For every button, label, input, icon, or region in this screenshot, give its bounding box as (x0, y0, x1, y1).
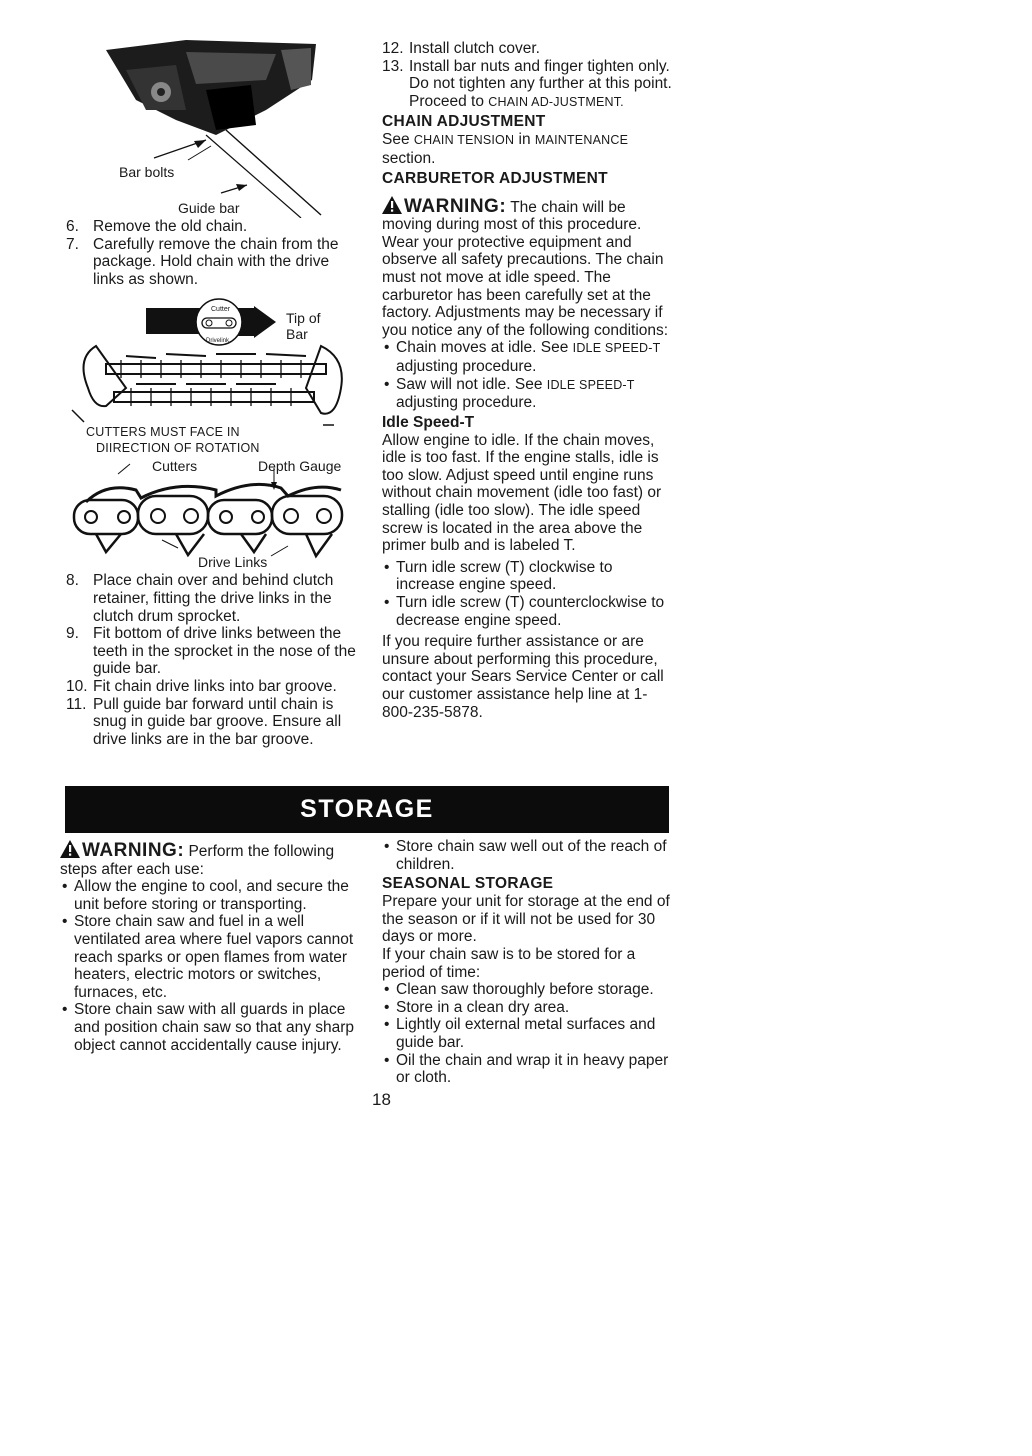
drive-links-label: Drive Links (198, 554, 268, 571)
step-number: 9. (66, 625, 79, 643)
chain-adjustment-text-part: section. (382, 149, 436, 167)
idle-speed-list (382, 559, 672, 629)
seasonal-storage-list (382, 981, 672, 1087)
step-text: Pull guide bar forward until chain is snug in guide bar groove. Ensure all drive links are in the bar groove. (93, 695, 342, 748)
seasonal-storage-heading: SEASONAL STORAGE (382, 875, 554, 893)
depth-gauge-label: Depth Gauge (258, 458, 342, 475)
storage-bullets-left (60, 878, 360, 1054)
seasonal-storage-text: Prepare your unit for storage at the end of the season or if it will not be used for 30 days or more. (382, 893, 670, 946)
list-item: • Lightly oil external metal surfaces and guide bar. (382, 1016, 672, 1051)
cutters-label: Cutters (152, 458, 198, 475)
warning-icon (382, 196, 402, 214)
drivelink-label: Drivelink (206, 338, 230, 345)
steps-list-b (66, 572, 362, 748)
carburetor-conditions-list (382, 339, 672, 411)
list-item: • Store chain saw with all guards in place and position chain saw so that any sharp object cannot accidentally cause injury. (60, 1001, 360, 1054)
bar-label: Bar (286, 326, 308, 343)
step-item (66, 696, 362, 749)
condition-text: adjusting procedure. (396, 357, 537, 375)
chain-adjustment-text-part: See (382, 131, 410, 149)
chain-tension-reference: CHAIN TENSION (413, 133, 515, 148)
warning-text: Perform the following steps after each use: (60, 843, 335, 878)
step-item (66, 625, 362, 678)
step-text: Carefully remove the chain from the package. Hold chain with the drive links as shown. (93, 235, 339, 288)
page-number: 18 (372, 1090, 391, 1109)
chain-detail-figure (66, 460, 362, 572)
list-item: • Turn idle screw (T) clockwise to increase engine speed. (382, 559, 672, 594)
chain-adjustment-text (382, 131, 672, 167)
idle-speed-reference: IDLE SPEED-T (572, 341, 661, 356)
steps-list-c (382, 40, 672, 111)
warning-text: The chain will be moving during most of this procedure. Wear your protective equipment and observe all safety precautions. The chain must not move at idle speed. The carburetor has been carefully set at the factory. Adjustments may be necessary if you notice any of the following conditions: (382, 198, 669, 339)
step-item (66, 678, 362, 696)
steps-list-a (66, 218, 362, 288)
storage-left-column (60, 838, 360, 1054)
warning-word: WARNING: (404, 195, 507, 217)
assistance-text: If you require further assistance or are unsure about performing this procedure, contact your Sears Service Center or call our customer assistance help line at 1-800-235-5878. (382, 633, 664, 721)
list-item (382, 376, 672, 412)
step-text: Fit bottom of drive links between the teeth in the sprocket in the nose of the guide bar. (93, 625, 356, 678)
right-column (382, 40, 672, 721)
step-reference: CHAIN AD-JUSTMENT. (488, 94, 624, 109)
warning-icon (60, 840, 80, 858)
bar-bolts-figure (66, 40, 362, 218)
step-text: Place chain over and behind clutch retainer, fitting the drive links in the clutch drum sprocket. (93, 572, 334, 625)
bar-bolts-label: Bar bolts (119, 164, 175, 180)
storage-title: STORAGE (300, 795, 434, 823)
step-text: Install bar nuts and finger tighten only. Do not tighten any further at this point. Proceed to (409, 57, 672, 110)
step-item (382, 58, 672, 112)
list-item: • Clean saw thoroughly before storage. (382, 981, 672, 999)
saw-body-illustration (66, 40, 362, 218)
cutter-label: Cutter (211, 306, 231, 314)
step-number: 8. (66, 572, 79, 590)
left-column (66, 40, 362, 748)
idle-speed-heading: Idle Speed-T (382, 413, 475, 431)
step-item (66, 236, 362, 289)
storage-banner (65, 786, 669, 833)
step-item (66, 218, 362, 236)
chain-adjustment-text-part: in (518, 131, 531, 149)
seasonal-storage-text: If your chain saw is to be stored for a period of time: (382, 945, 636, 981)
list-item: • Store chain saw and fuel in a well ventilated area where fuel vapors cannot reach sparks or open flames from water heaters, electric motors or switches, furnaces, etc. (60, 913, 360, 1001)
step-number: 10. (66, 677, 88, 695)
chain-direction-caption: DIIRECTION OF ROTATION (96, 441, 260, 456)
step-number: 11. (66, 695, 87, 713)
chain-direction-caption: CUTTERS MUST FACE IN (86, 425, 240, 440)
maintenance-reference: MAINTENANCE (534, 133, 629, 148)
idle-speed-reference: IDLE SPEED-T (546, 377, 635, 392)
list-item: • Oil the chain and wrap it in heavy paper or cloth. (382, 1052, 672, 1087)
carburetor-warning (382, 196, 672, 340)
step-text: Install clutch cover. (409, 40, 540, 57)
storage-bullets-right (382, 838, 672, 873)
condition-text: Chain moves at idle. See (396, 339, 569, 357)
condition-text: Saw will not idle. See (396, 375, 543, 393)
step-item (382, 40, 672, 58)
list-item: • Allow the engine to cool, and secure the unit before storing or transporting. (60, 878, 360, 913)
chain-hold-figure (66, 288, 362, 460)
step-text: Remove the old chain. (93, 218, 248, 235)
step-item (66, 572, 362, 625)
step-number: 6. (66, 218, 79, 235)
list-item (382, 339, 672, 375)
step-number: 12. (382, 40, 404, 57)
tip-of-label: Tip of (286, 310, 321, 327)
step-number: 13. (382, 57, 404, 75)
storage-warning (60, 840, 360, 878)
carburetor-adjustment-heading: CARBURETOR ADJUSTMENT (382, 169, 608, 187)
warning-word: WARNING: (82, 840, 185, 861)
guide-bar-label: Guide bar (178, 200, 240, 216)
idle-speed-text: Allow engine to idle. If the chain moves, idle is too fast. If the engine stalls, idle is too slow. Adjust speed until engine runs without chain movement (idle too fast) or stalling (idle too slow). The idle speed screw is located in the area above the primer bulb and is labeled T. (382, 431, 662, 555)
list-item: • Store chain saw well out of the reach of children. (382, 838, 672, 873)
step-text: Fit chain drive links into bar groove. (93, 677, 337, 695)
list-item: • Turn idle screw (T) counterclockwise to decrease engine speed. (382, 594, 672, 629)
list-item: • Store in a clean dry area. (382, 999, 672, 1017)
step-number: 7. (66, 235, 79, 253)
condition-text: adjusting procedure. (396, 394, 537, 412)
storage-right-column (382, 838, 672, 1087)
chain-adjustment-heading: CHAIN ADJUSTMENT (382, 113, 546, 131)
